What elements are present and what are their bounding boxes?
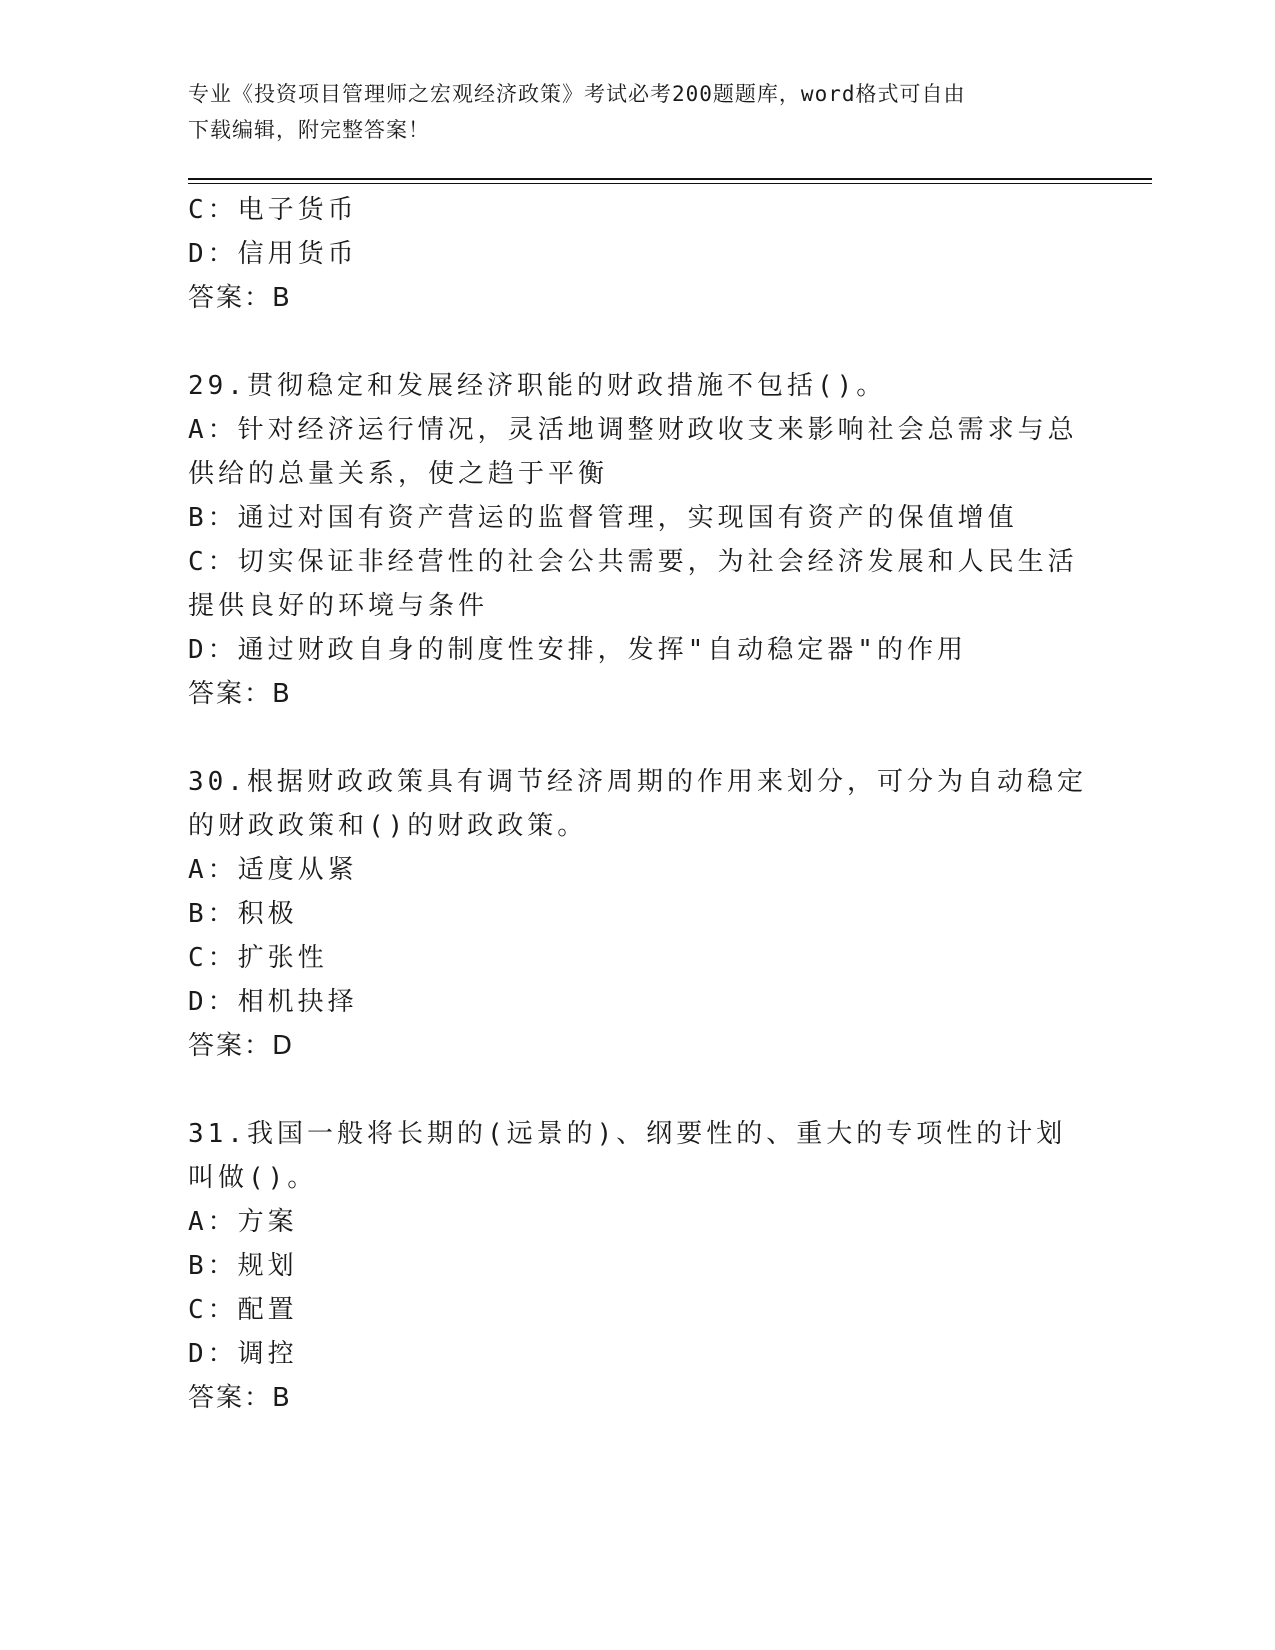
option-b: B：通过对国有资产营运的监督管理，实现国有资产的保值增值 <box>188 503 1018 533</box>
spacer <box>188 320 1088 364</box>
spacer <box>188 716 1088 760</box>
header-title-line-1: 专业《投资项目管理师之宏观经济政策》考试必考200题题库，word格式可自由 <box>188 82 966 106</box>
document-header <box>188 76 1088 148</box>
header-divider-thick <box>188 178 1152 180</box>
header-title-line-2: 下载编辑，附完整答案！ <box>188 118 430 142</box>
option-c: C：切实保证非经营性的社会公共需要，为社会经济发展和人民生活提供良好的环境与条件 <box>188 547 1078 621</box>
question-stem: 29.贯彻稳定和发展经济职能的财政措施不包括()。 <box>188 371 887 401</box>
answer-line: 答案：D <box>188 1031 295 1061</box>
question-block-30 <box>188 760 1088 1068</box>
question-list <box>188 188 1088 1420</box>
option-c: C：电子货币 <box>188 195 358 225</box>
answer-line: 答案：B <box>188 679 292 709</box>
question-block-31 <box>188 1112 1088 1420</box>
option-b: B：积极 <box>188 899 298 929</box>
option-a: A：方案 <box>188 1207 298 1237</box>
option-c: C：配置 <box>188 1295 298 1325</box>
option-c: C：扩张性 <box>188 943 328 973</box>
option-a: A：针对经济运行情况，灵活地调整财政收支来影响社会总需求与总供给的总量关系，使之趋于平衡 <box>188 415 1078 489</box>
option-b: B：规划 <box>188 1251 298 1281</box>
header-divider-thin <box>188 183 1152 184</box>
question-stem: 31.我国一般将长期的(远景的)、纲要性的、重大的专项性的计划叫做()。 <box>188 1119 1067 1193</box>
answer-line: 答案：B <box>188 283 292 313</box>
question-block-28 <box>188 188 1088 320</box>
option-a: A：适度从紧 <box>188 855 358 885</box>
answer-line: 答案：B <box>188 1383 292 1413</box>
spacer <box>188 1068 1088 1112</box>
option-d: D：信用货币 <box>188 239 358 269</box>
question-block-29 <box>188 364 1088 716</box>
option-d: D：通过财政自身的制度性安排，发挥"自动稳定器"的作用 <box>188 635 967 665</box>
option-d: D：调控 <box>188 1339 298 1369</box>
option-d: D：相机抉择 <box>188 987 358 1017</box>
question-stem: 30.根据财政政策具有调节经济周期的作用来划分，可分为自动稳定的财政政策和()的财政政策。 <box>188 767 1087 841</box>
